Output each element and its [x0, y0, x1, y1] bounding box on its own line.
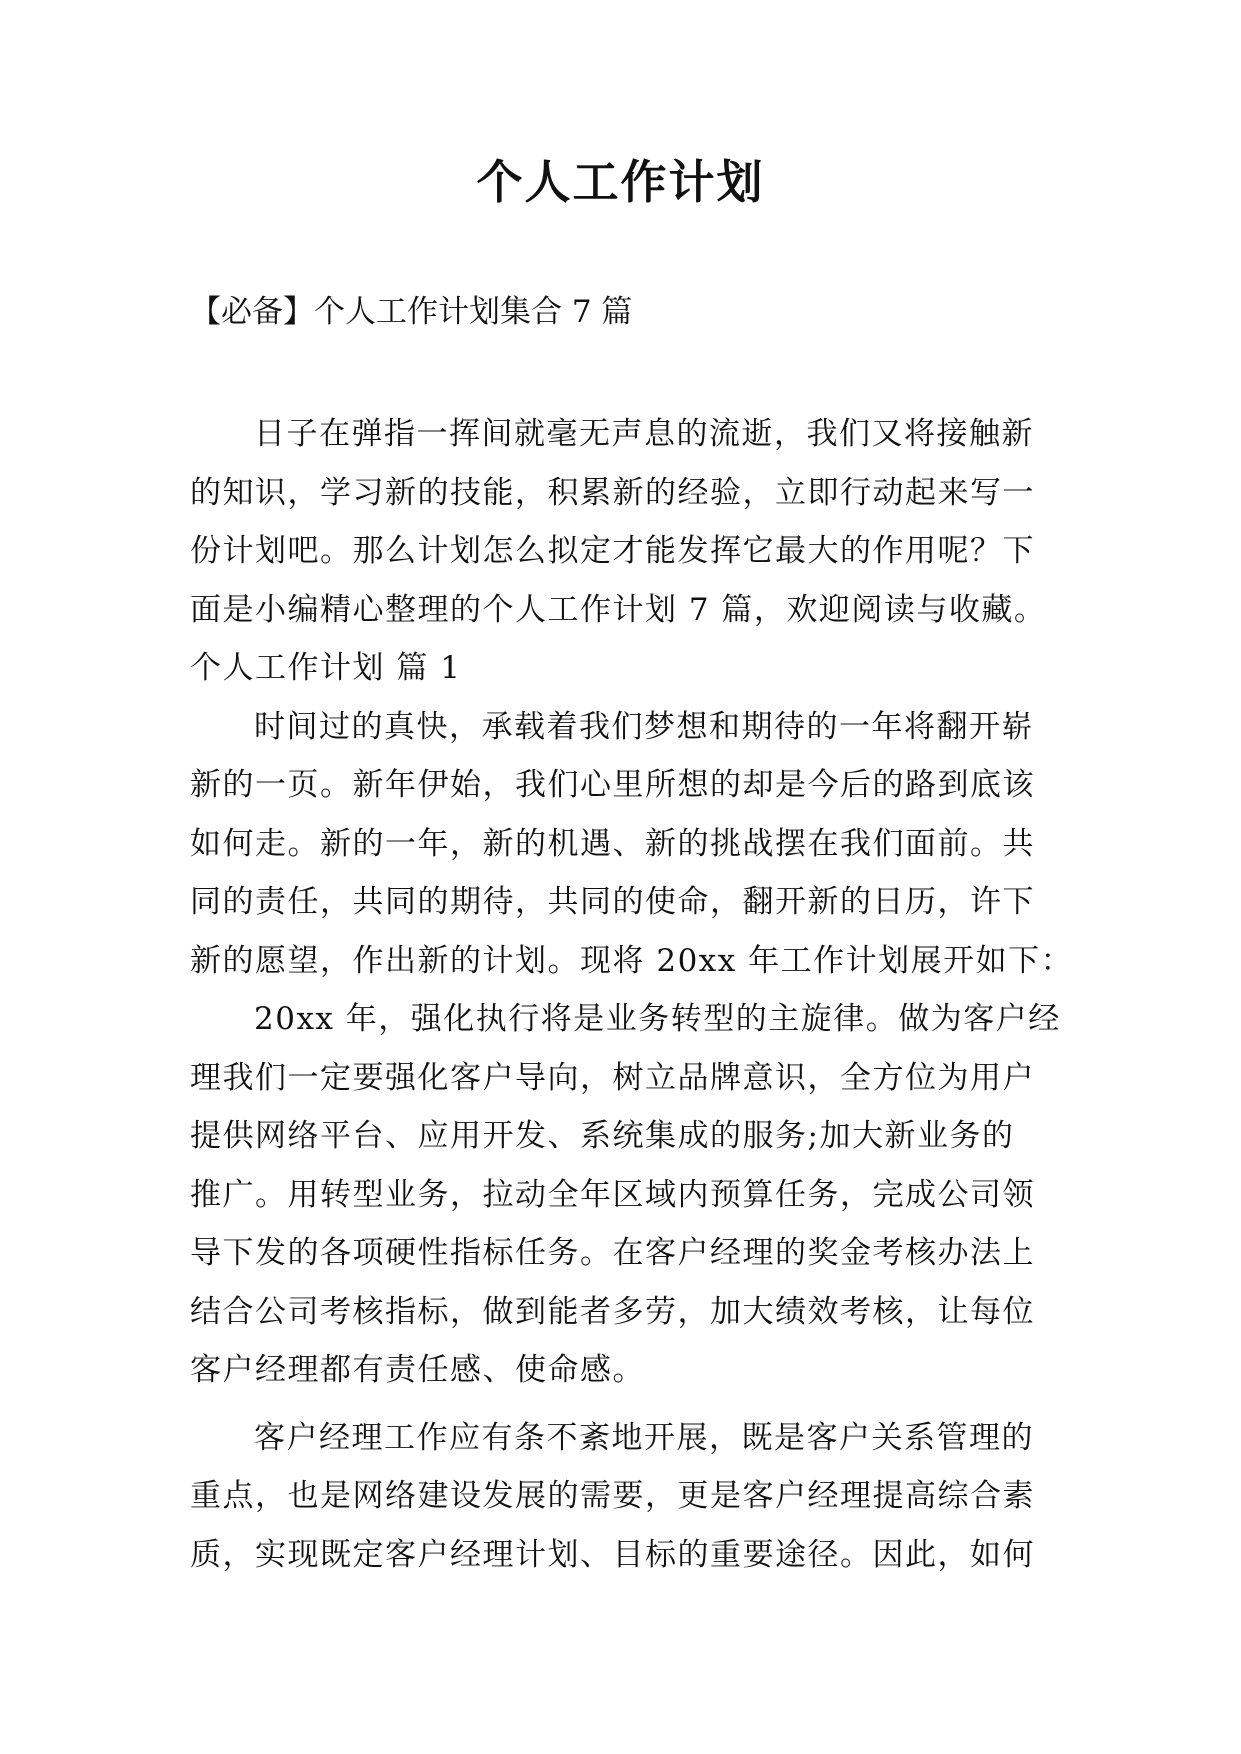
paragraph-line: 份计划吧。那么计划怎么拟定才能发挥它最大的作用呢？下 — [190, 533, 1035, 569]
paragraph-line: 同的责任，共同的期待，共同的使命，翻开新的日历，许下 — [190, 884, 1035, 920]
paragraph-line: 客户经理都有责任感、使命感。 — [190, 1352, 645, 1388]
paragraph-line: 结合公司考核指标，做到能者多劳，加大绩效考核，让每位 — [190, 1293, 1035, 1330]
paragraph-line: 提供网络平台、应用开发、系统集成的服务;加大新业务的 — [190, 1118, 1015, 1154]
paragraph-line: 日子在弹指一挥间就毫无声息的流逝，我们又将接触新 — [254, 416, 1034, 452]
document-subtitle: 【必备】个人工作计划集合 7 篇 — [190, 294, 633, 330]
paragraph-line: 时间过的真快，承载着我们梦想和期待的一年将翻开崭 — [254, 708, 1034, 745]
paragraph-line: 质，实现既定客户经理计划、目标的重要途径。因此，如何 — [190, 1536, 1035, 1573]
paragraph-line: 如何走。新的一年，新的机遇、新的挑战摆在我们面前。共 — [190, 825, 1035, 862]
paragraph-line: 客户经理工作应有条不紊地开展，既是客户关系管理的 — [254, 1419, 1034, 1456]
paragraph-line: 20xx 年，强化执行将是业务转型的主旋律。做为客户经 — [254, 1001, 1061, 1037]
paragraph-line: 推广。用转型业务，拉动全年区域内预算任务，完成公司领 — [190, 1176, 1035, 1213]
document-body — [190, 405, 1074, 1584]
document-title: 个人工作计划 — [476, 155, 765, 209]
paragraph-line: 新的愿望，作出新的计划。现将 20xx 年工作计划展开如下： — [190, 942, 1074, 979]
paragraph-line: 重点，也是网络建设发展的需要，更是客户经理提高综合素 — [190, 1478, 1035, 1514]
paragraph-line: 导下发的各项硬性指标任务。在客户经理的奖金考核办法上 — [190, 1235, 1035, 1271]
paragraph-line: 新的一页。新年伊始，我们心里所想的却是今后的路到底该 — [190, 767, 1035, 803]
section-heading: 个人工作计划 篇 1 — [190, 650, 462, 686]
paragraph-line: 面是小编精心整理的个人工作计划 7 篇，欢迎阅读与收藏。 — [190, 591, 1047, 628]
paragraph-line: 理我们一定要强化客户导向，树立品牌意识，全方位为用户 — [190, 1059, 1035, 1096]
paragraph-line: 的知识，学习新的技能，积累新的经验，立即行动起来写一 — [190, 474, 1035, 511]
